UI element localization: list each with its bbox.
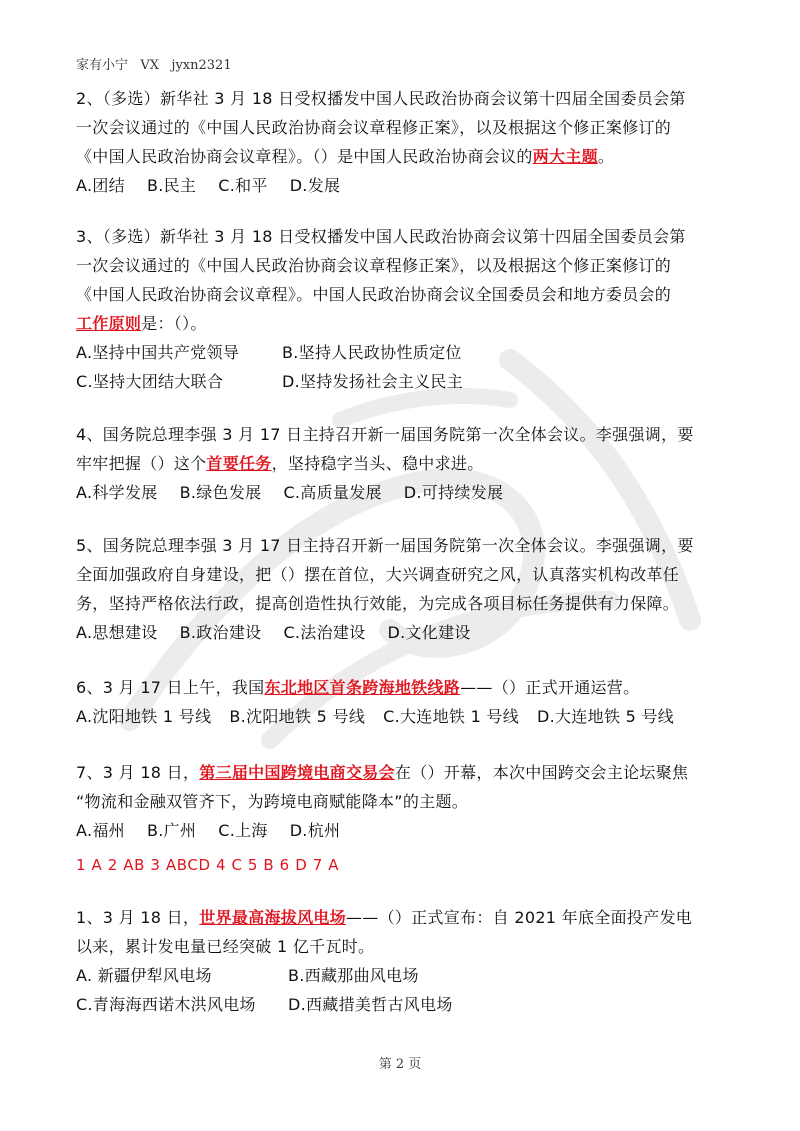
header-watermark-text: 家有小宁 VX jyxn2321	[76, 58, 232, 73]
option-b: B.西藏那曲风电场	[288, 966, 419, 985]
question-text	[76, 142, 736, 171]
page-number: 第 2 页	[378, 1057, 422, 1072]
option-d: D.坚持发扬社会主义民主	[282, 372, 464, 391]
options-row	[76, 338, 736, 367]
question-1-next-set	[76, 903, 736, 1019]
text-span: 6、3 月 17 日上午，我国	[76, 678, 265, 697]
question-6	[76, 673, 736, 731]
options-row	[76, 618, 736, 647]
option-c: C.和平	[218, 176, 268, 195]
question-text: “物流和金融双管齐下，为跨境电商赋能降本”的主题。	[76, 792, 469, 811]
option-d: D.大连地铁 5 号线	[537, 707, 675, 726]
question-text: 一次会议通过的《中国人民政治协商会议章程修正案》，以及根据这个修正案修订的	[76, 118, 672, 137]
question-text: 务，坚持严格依法行政，提高创造性执行效能，为完成各项目标任务提供有力保障。	[76, 594, 680, 613]
text-span: ——（）正式开通运营。	[460, 678, 640, 697]
option-a: A.坚持中国共产党领导	[76, 343, 240, 362]
option-c: C.高质量发展	[283, 483, 382, 502]
options-row	[76, 171, 736, 200]
text-span: ——（）正式宣布：自 2021 年底全面投产发电	[345, 908, 693, 927]
option-b: B.坚持人民政协性质定位	[282, 343, 462, 362]
question-3	[76, 222, 736, 396]
question-text	[76, 673, 736, 702]
text-span: ，坚持稳字当头、稳中求进。	[271, 454, 484, 473]
text-span: 在（）开幕，本次中国跨交会主论坛聚焦	[394, 763, 689, 782]
options-row	[76, 702, 736, 731]
keyword-highlight: 两大主题	[532, 147, 598, 166]
option-d: D.文化建设	[387, 623, 471, 642]
question-text	[76, 309, 736, 338]
question-2	[76, 84, 736, 200]
question-text: 以来，累计发电量已经突破 1 亿千瓦时。	[76, 937, 375, 956]
question-text: 《中国人民政治协商会议章程》。中国人民政治协商会议全国委员会和地方委员会的	[76, 285, 672, 304]
question-text	[76, 758, 736, 787]
option-a: A.沈阳地铁 1 号线	[76, 707, 212, 726]
option-a: A. 新疆伊犁风电场	[76, 966, 212, 985]
option-c: C.上海	[218, 821, 268, 840]
option-a: A.科学发展	[76, 483, 158, 502]
keyword-highlight: 东北地区首条跨海地铁线路	[264, 678, 461, 697]
text-span: 。	[597, 147, 615, 166]
question-text: 5、国务院总理李强 3 月 17 日主持召开新一届国务院第一次全体会议。李强强调，要	[76, 536, 694, 555]
keyword-highlight: 首要任务	[206, 454, 272, 473]
keyword-highlight: 第三届中国跨境电商交易会	[199, 763, 395, 782]
text-span: 7、3 月 18 日，	[76, 763, 200, 782]
option-d: D.可持续发展	[403, 483, 504, 502]
question-5	[76, 531, 736, 647]
option-b: B.广州	[146, 821, 197, 840]
question-text	[76, 449, 736, 478]
option-b: B.沈阳地铁 5 号线	[229, 707, 366, 726]
question-text: 4、国务院总理李强 3 月 17 日主持召开新一届国务院第一次全体会议。李强强调，要	[76, 425, 694, 444]
option-c: C.大连地铁 1 号线	[383, 707, 520, 726]
option-d: D.发展	[289, 176, 341, 195]
question-4	[76, 420, 736, 507]
question-text: 全面加强政府自身建设，把（）摆在首位，大兴调查研究之风，认真落实机构改革任	[76, 565, 680, 584]
keyword-highlight: 世界最高海拔风电场	[199, 908, 346, 927]
keyword-highlight: 工作原则	[76, 314, 142, 333]
option-c: C.法治建设	[283, 623, 366, 642]
option-c: C.青海海西诺木洪风电场	[76, 995, 256, 1014]
options-row	[76, 478, 736, 507]
options-row	[76, 816, 736, 845]
text-span: 1、3 月 18 日，	[76, 908, 200, 927]
option-a: A.团结	[76, 176, 125, 195]
option-b: B.绿色发展	[179, 483, 262, 502]
text-span: 牢牢把握（）这个	[76, 454, 207, 473]
options-row	[76, 961, 736, 990]
option-c: C.坚持大团结大联合	[76, 372, 224, 391]
text-span: 是：（）。	[141, 314, 207, 333]
question-text	[76, 903, 736, 932]
option-a: A.思想建设	[76, 623, 158, 642]
question-7	[76, 758, 736, 845]
option-b: B.民主	[146, 176, 197, 195]
option-a: A.福州	[76, 821, 125, 840]
answer-key: 1 A 2 AB 3 ABCD 4 C 5 B 6 D 7 A	[76, 856, 340, 874]
text-span: 《中国人民政治协商会议章程》。（）是中国人民政治协商会议的	[76, 147, 533, 166]
question-text: 一次会议通过的《中国人民政治协商会议章程修正案》，以及根据这个修正案修订的	[76, 256, 672, 275]
options-row	[76, 990, 736, 1019]
question-text: 3、（多选）新华社 3 月 18 日受权播发中国人民政治协商会议第十四届全国委员会第	[76, 227, 686, 246]
option-d: D.西藏措美哲古风电场	[288, 995, 453, 1014]
option-d: D.杭州	[289, 821, 341, 840]
options-row	[76, 367, 736, 396]
question-text: 2、（多选）新华社 3 月 18 日受权播发中国人民政治协商会议第十四届全国委员会第	[76, 89, 686, 108]
option-b: B.政治建设	[179, 623, 262, 642]
